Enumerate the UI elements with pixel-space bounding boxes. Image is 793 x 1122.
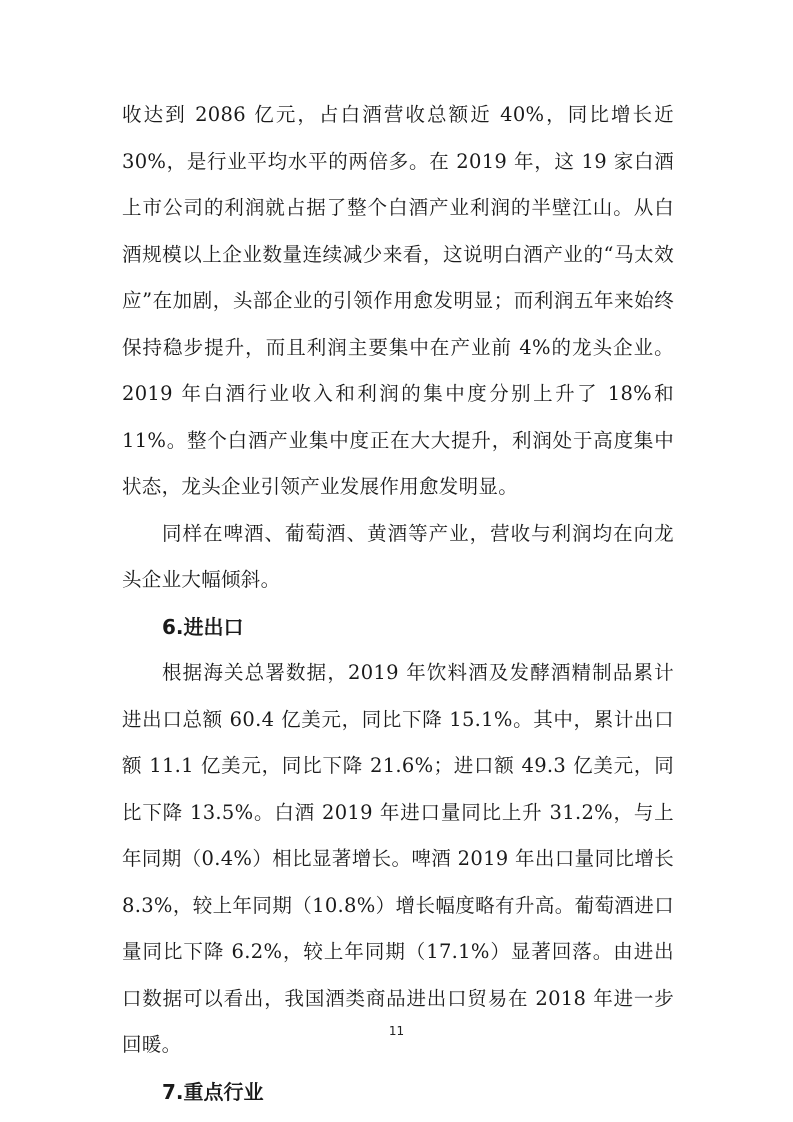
document-page bbox=[122, 92, 674, 1115]
paragraph-import-export: 根据海关总署数据，2019 年饮料酒及发酵酒精制品累计进出口总额 60.4 亿美元，同比下降 15.1%。其中，累计出口额 11.1 亿美元，同比下降 21.6%；进口额 49.3 亿美元，同比下降 13.5%。白酒 2019 年进口量同比上升 31.2%，与上年同期（0.4%）相比显著增长。啤酒 2019 年出口量同比增长 8.3%，较上年同期（10.8%）增长幅度略有升高。葡萄酒进口量同比下降 6.2%，较上年同期（17.1%）显著回落。由进出口数据可以看出，我国酒类商品进出口贸易在 2018 年进一步回暖。 bbox=[122, 661, 674, 1056]
section-heading-import-export: 6.进出口 bbox=[162, 614, 244, 639]
paragraph-other-industries: 同样在啤酒、葡萄酒、黄酒等产业，营收与利润均在向龙头企业大幅倾斜。 bbox=[122, 521, 674, 591]
section-heading-key-industries: 7.重点行业 bbox=[162, 1079, 264, 1104]
paragraph-baijiu-concentration: 收达到 2086 亿元，占白酒营收总额近 40%，同比增长近 30%，是行业平均水平的两倍多。在 2019 年，这 19 家白酒上市公司的利润就占据了整个白酒产业利润的半壁江山。从白酒规模以上企业数量连续减少来看，这说明白酒产业的“马太效应”在加剧，头部企业的引领作用愈发明显；而利润五年来始终保持稳步提升，而且利润主要集中在产业前 4%的龙头企业。2019 年白酒行业收入和利润的集中度分别上升了 18%和 11%。整个白酒产业集中度正在大大提升，利润处于高度集中状态，龙头企业引领产业发展作用愈发明显。 bbox=[122, 103, 674, 498]
page-number: 11 bbox=[388, 1024, 405, 1038]
